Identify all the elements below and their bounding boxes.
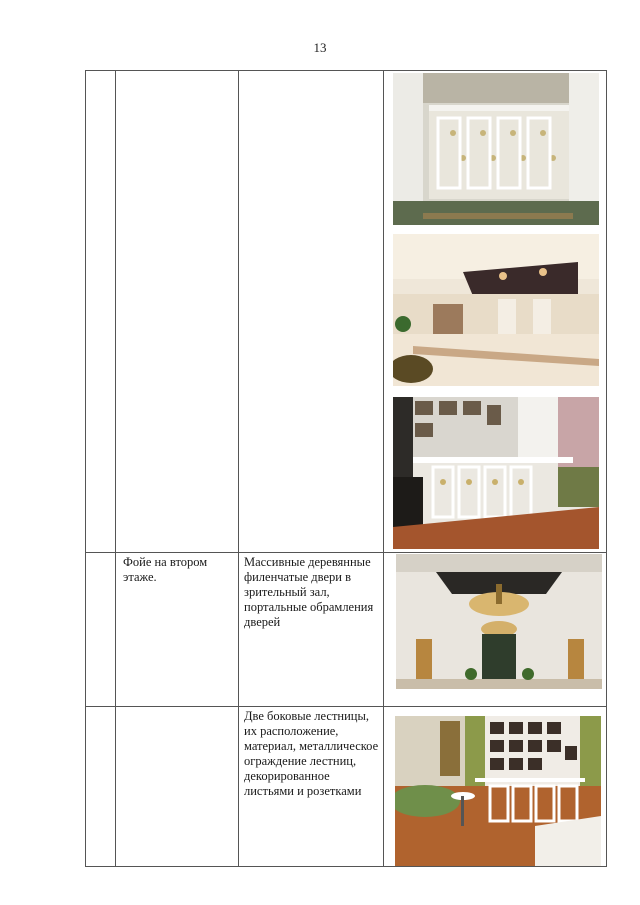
white-metal-railing-photo xyxy=(393,73,599,225)
page-number: 13 xyxy=(313,40,327,55)
row-divider xyxy=(86,552,606,553)
foyer-chandelier-doors-photo xyxy=(396,554,602,689)
feature-description-cell: Две боковые лестницы, их расположение, материал, металлическое ограждение лестниц, декорированное листьями и розетками xyxy=(244,709,379,798)
heritage-table xyxy=(85,70,607,867)
column-divider xyxy=(238,71,239,866)
column-divider xyxy=(383,71,384,866)
row-divider xyxy=(86,706,606,707)
feature-description-cell: Массивные деревянные филенчатые двери в зрительный зал, портальные обрамления дверей xyxy=(244,555,374,629)
side-staircase-photo xyxy=(395,716,601,866)
column-divider xyxy=(115,71,116,866)
room-name-cell: Фойе на втором этаже. xyxy=(123,555,208,584)
staircase-railing-photo xyxy=(393,397,599,549)
foyer-hall-photo xyxy=(393,234,599,386)
